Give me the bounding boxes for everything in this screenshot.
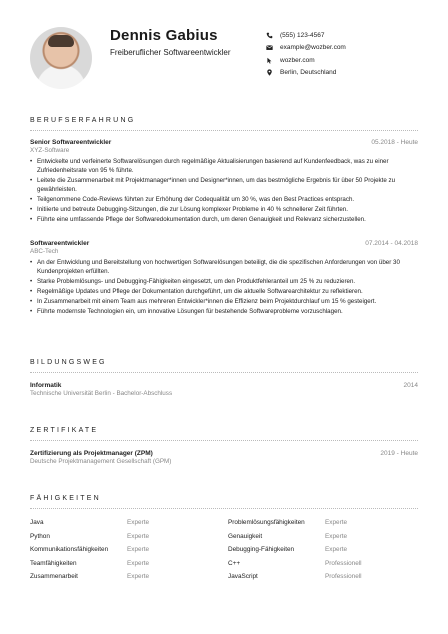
skill-level: Experte (127, 546, 150, 553)
section-title-education: BILDUNGSWEG (30, 359, 107, 366)
skill-name: Java (30, 519, 44, 526)
certificate-entry (30, 450, 418, 465)
contact-location-text: Berlin, Deutschland (280, 69, 337, 77)
section-title-experience: BERUFSERFAHRUNG (30, 117, 136, 124)
job-date: 05.2018 - Heute (371, 139, 418, 146)
contact-website[interactable] (266, 54, 436, 67)
job-role: Senior Softwareentwickler (30, 139, 112, 146)
section-divider (30, 130, 418, 131)
skill-level: Experte (325, 519, 348, 526)
job-bullet: • Entwickelte und verfeinerte Softwarelösungen durch regelmäßige Aktualisierungen basierend auf Kundenfeedback, was zu einer Zufriedenheitsrate von 95 % führte. (30, 157, 418, 175)
skill-name: Debugging-Fähigkeiten (228, 546, 295, 553)
job-date: 07.2014 - 04.2018 (365, 240, 418, 247)
job-bullet: • Führte eine umfassende Pflege der Softwaredokumentation durch, um deren Genauigkeit und Relevanz sicherzustellen. (30, 215, 418, 224)
section-divider (30, 508, 418, 509)
link-icon (266, 57, 280, 64)
skill-level: Experte (325, 532, 348, 540)
section-divider (30, 372, 418, 373)
skill-name: Problemlösungsfähigkeiten (228, 519, 305, 526)
job-bullet: • An der Entwicklung und Bereitstellung von hochwertigen Softwarelösungen beteiligt, die die spezifischen Anforderungen von über 30 Kundenprojekten erfüllten. (30, 258, 418, 276)
skill-name: Genauigkeit (228, 532, 263, 540)
job-bullet: • Starke Problemlösungs- und Debugging-Fähigkeiten eingesetzt, um den Produktfehleranteil um 25 % zu reduzieren. (30, 277, 418, 286)
skill-level: Experte (127, 573, 150, 580)
contact-location (266, 67, 436, 80)
job-entry (30, 240, 418, 317)
education-entry (30, 382, 418, 397)
candidate-title: Freiberuflicher Softwareentwickler (110, 48, 231, 57)
skill-name: Kommunikationsfähigkeiten (30, 546, 109, 553)
contact-phone-text: (555) 123-4567 (280, 31, 325, 39)
location-pin-icon (266, 69, 280, 76)
skill-level: Experte (325, 546, 348, 553)
contact-block (266, 29, 436, 79)
education-date: 2014 (403, 382, 418, 389)
contact-website-text: wozber.com (280, 56, 315, 64)
job-entry (30, 139, 418, 225)
skill-level: Experte (127, 532, 150, 540)
job-company: XYZ-Software (30, 147, 70, 154)
job-company: ABC-Tech (30, 248, 59, 255)
skill-name: Teamfähigkeiten (30, 559, 77, 567)
skills-grid (30, 516, 418, 584)
skill-name: Zusammenarbeit (30, 573, 78, 580)
phone-icon (266, 32, 280, 39)
skill-name: Python (30, 532, 50, 540)
job-bullet: • Teilgenommene Code-Reviews führten zur Erhöhung der Codequalität um 30 %, was den Best Practices entsprach. (30, 195, 418, 204)
certificate-title: Zertifizierung als Projektmanager (ZPM) (30, 450, 153, 457)
skill-level: Experte (127, 559, 150, 567)
job-role: Softwareentwickler (30, 240, 90, 247)
certificate-issuer: Deutsche Projektmanagement Gesellschaft (GPM) (30, 458, 172, 465)
skill-level: Professionell (325, 559, 362, 567)
skill-level: Experte (127, 519, 150, 526)
contact-email[interactable] (266, 42, 436, 55)
skill-level: Professionell (325, 573, 362, 580)
education-title: Informatik (30, 382, 62, 389)
section-title-skills: FÄHIGKEITEN (30, 495, 101, 502)
section-title-certificates: ZERTIFIKATE (30, 427, 99, 434)
avatar (30, 27, 92, 89)
skill-name: C++ (228, 559, 241, 567)
mail-icon (266, 44, 280, 51)
job-bullet: • Führte modernste Technologien ein, um innovative Lösungen für bestehende Softwareprobleme vorzuschlagen. (30, 307, 418, 316)
section-divider (30, 440, 418, 441)
contact-phone (266, 29, 436, 42)
job-bullets (30, 157, 418, 224)
contact-email-text: example@wozber.com (280, 44, 346, 52)
job-bullet: • Initiierte und betreute Debugging-Sitzungen, die zur Lösung komplexer Probleme in 40 % schnellerer Zeit führten. (30, 205, 418, 214)
job-bullet: • Leitete die Zusammenarbeit mit Projektmanager*innen und Designer*innen, um das bestmögliche Ergebnis für über 50 Projekte zu gewährleisten. (30, 176, 418, 194)
skill-name: JavaScript (228, 573, 258, 580)
education-institution: Technische Universität Berlin - Bachelor-Abschluss (30, 390, 173, 397)
candidate-name: Dennis Gabius (110, 27, 218, 44)
job-bullet: • In Zusammenarbeit mit einem Team aus mehreren Entwickler*innen die Effizienz beim Projektdurchlauf um 15 % gesteigert. (30, 297, 418, 306)
job-bullet: • Regelmäßige Updates und Pflege der Dokumentation durchgeführt, um die aktuelle Softwarearchitektur zu reflektieren. (30, 287, 418, 296)
job-bullets (30, 258, 418, 316)
certificate-date: 2019 - Heute (380, 450, 418, 457)
